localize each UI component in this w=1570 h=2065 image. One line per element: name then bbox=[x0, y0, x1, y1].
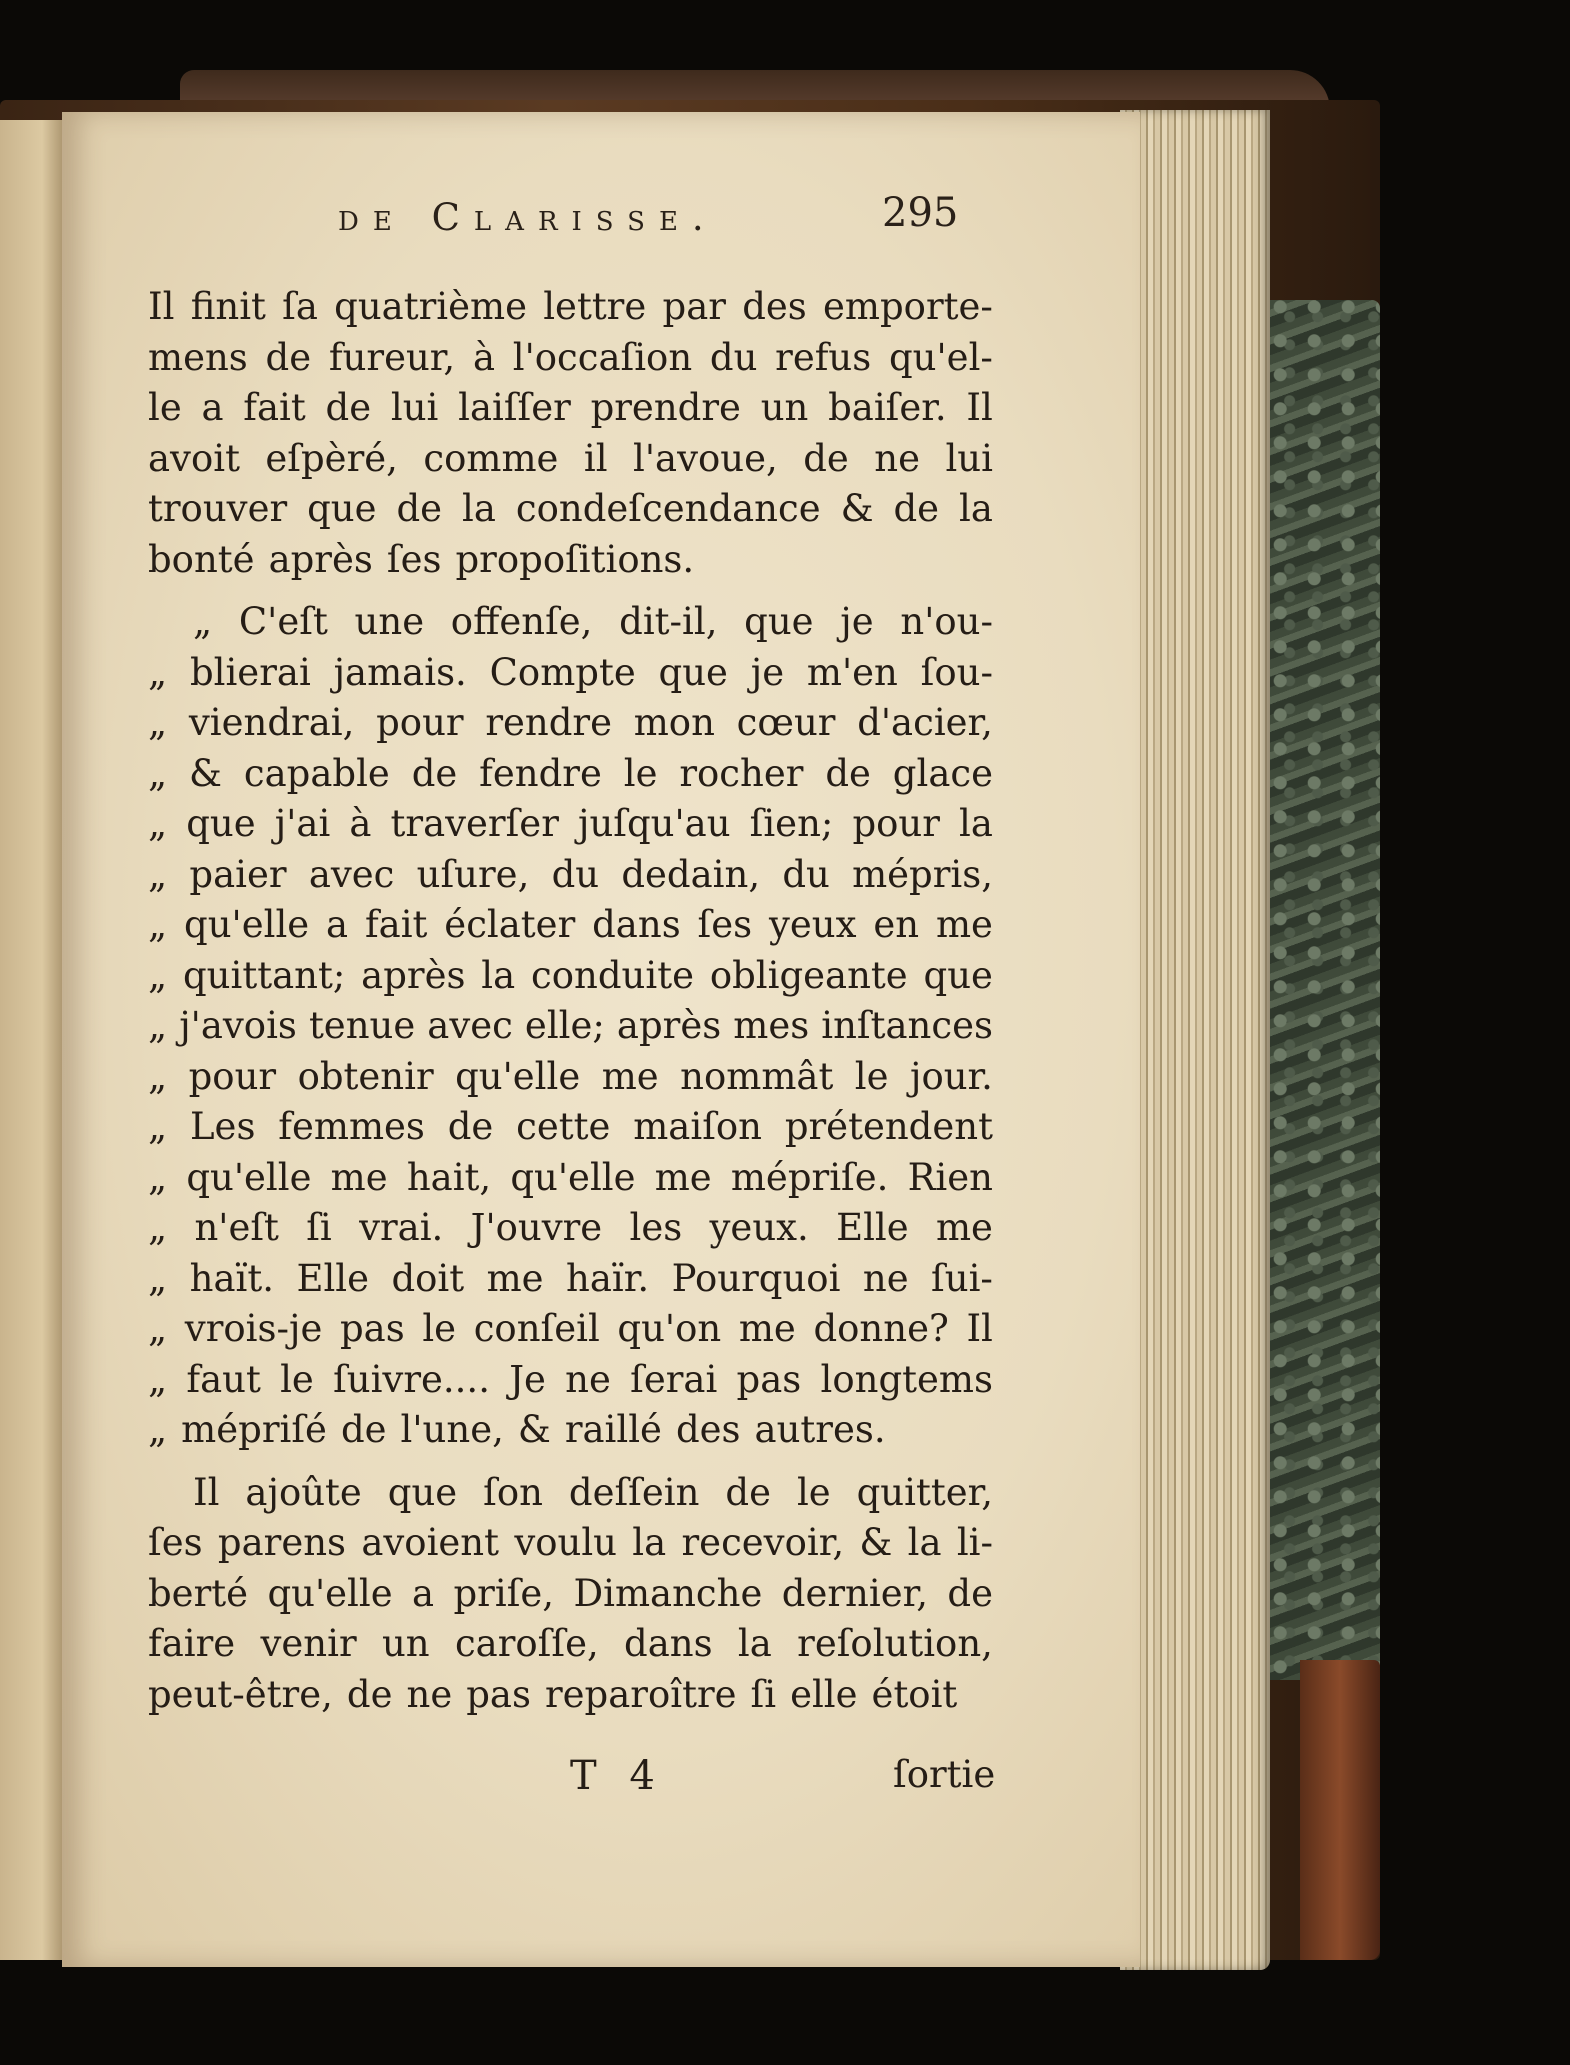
text-block bbox=[148, 282, 993, 1720]
text-line: „ qu'elle me hait, qu'elle me mépriſe. Rien bbox=[148, 1155, 993, 1199]
text-line: avoit eſpèré, comme il l'avoue, de ne lui bbox=[148, 436, 993, 480]
text-line: „ j'avois tenue avec elle; après mes inſtances bbox=[148, 1004, 993, 1047]
text-line: „ Les femmes de cette maiſon prétendent bbox=[148, 1105, 993, 1148]
text-line: Il ajoûte que ſon deſſein de le quitter, bbox=[193, 1470, 993, 1514]
text-line: „ pour obtenir qu'elle me nommât le jour. bbox=[148, 1054, 993, 1098]
text-line: le a fait de lui laiſſer prendre un baiſer. Il bbox=[148, 386, 993, 429]
text-line: mens de fureur, à l'occaſion du refus qu'el- bbox=[148, 335, 993, 379]
text-line: „ paier avec uſure, du dedain, du mépris, bbox=[148, 852, 993, 896]
text-line: „ qu'elle a fait éclater dans ſes yeux en me bbox=[148, 903, 993, 946]
text-line: ſes parens avoient voulu la recevoir, & la li- bbox=[148, 1521, 993, 1564]
leather-corner bbox=[1300, 1660, 1380, 1960]
paragraph-gap bbox=[148, 1456, 993, 1468]
text-line: „ faut le ſuivre.... Je ne ſerai pas longtems bbox=[148, 1357, 993, 1401]
text-line: „ vrois-je pas le conſeil qu'on me donne? Il bbox=[148, 1307, 993, 1350]
paragraph-gap bbox=[148, 585, 993, 597]
verso-page-edge bbox=[0, 120, 70, 1960]
text-line: Il finit ſa quatrième lettre par des emporte- bbox=[148, 285, 993, 328]
text-line: trouver que de la condeſcendance & de la bbox=[148, 487, 993, 530]
page-number: 295 bbox=[882, 190, 959, 236]
text-line: „ C'eſt une offenſe, dit-il, que je n'ou- bbox=[193, 600, 993, 643]
signature-mark: T 4 bbox=[570, 1753, 665, 1799]
text-line: „ & capable de fendre le rocher de glace bbox=[148, 751, 993, 795]
text-line: „ que j'ai à traverſer juſqu'au ſien; pour la bbox=[148, 802, 993, 845]
text-line: bonté après ſes propoſitions. bbox=[148, 537, 695, 581]
text-line: „ haït. Elle doit me haïr. Pourquoi ne ſui- bbox=[148, 1256, 993, 1300]
marbled-board bbox=[1270, 300, 1380, 1680]
text-line: „ n'eſt ſi vrai. J'ouvre les yeux. Elle me bbox=[148, 1206, 993, 1249]
text-line: „ blierai jamais. Compte que je m'en ſou- bbox=[148, 650, 993, 694]
text-line: peut-être, de ne pas reparoître ſi elle étoit bbox=[148, 1672, 958, 1716]
catchword: ſortie bbox=[893, 1753, 996, 1796]
page-edges bbox=[1120, 110, 1270, 1970]
text-line: berté qu'elle a priſe, Dimanche dernier, de bbox=[148, 1571, 993, 1615]
text-line: „ viendrai, pour rendre mon cœur d'acier, bbox=[148, 701, 993, 744]
text-line: faire venir un caroſſe, dans la reſolution, bbox=[148, 1622, 993, 1665]
text-line: „ mépriſé de l'une, & raillé des autres. bbox=[148, 1408, 886, 1451]
text-line: „ quittant; après la conduite obligeante que bbox=[148, 953, 993, 997]
running-head: de Clarisse. bbox=[338, 196, 718, 239]
